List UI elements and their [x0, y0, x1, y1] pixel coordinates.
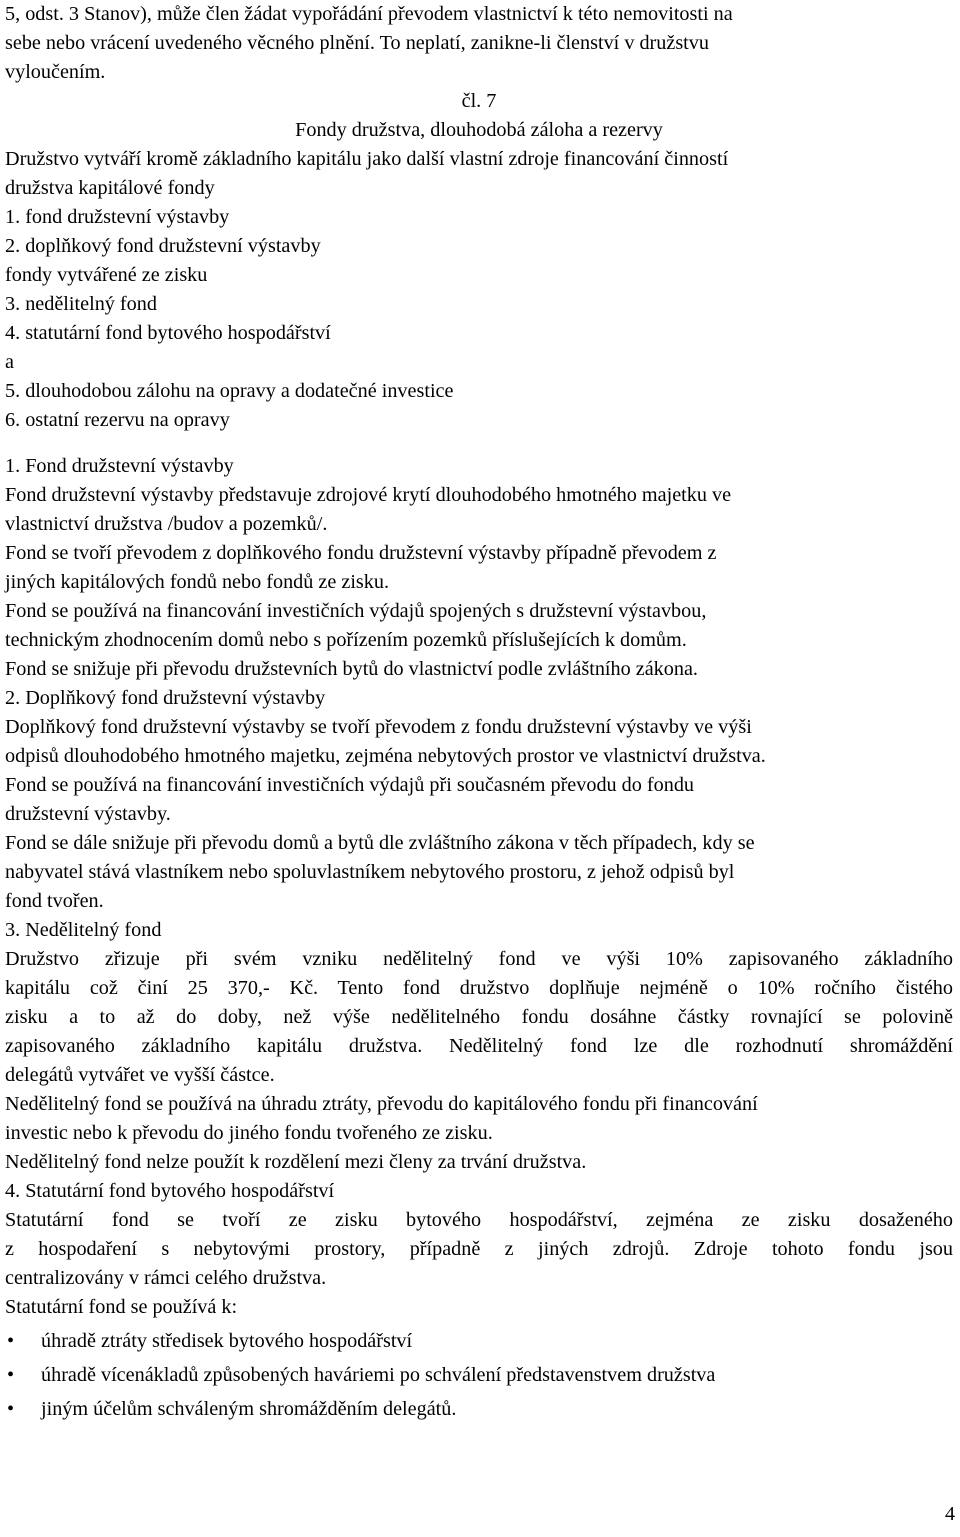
document-page [5, 0, 953, 1424]
section-heading: 3. Nedělitelný fond [5, 919, 162, 941]
text-line: zisku a to až do doby, než výše nedělitelného fondu dosáhne částky rovnající se polovině [5, 1006, 953, 1028]
text-line: odpisů dlouhodobého hmotného majetku, zejména nebytových prostor ve vlastnictví družstva. [5, 745, 766, 767]
bullet-item [5, 1361, 953, 1390]
text-line: nabyvatel stává vlastníkem nebo spoluvlastníkem nebytového prostoru, z jehož odpisů byl [5, 861, 735, 883]
spacer [5, 435, 953, 452]
text-line: Fond se používá na financování investičních výdajů spojených s družstevní výstavbou, [5, 600, 707, 622]
text-line: technickým zhodnocením domů nebo s pořízením pozemků příslušejících k domům. [5, 629, 687, 651]
list-item: 2. doplňkový fond družstevní výstavby [5, 235, 321, 257]
text-line: fond tvořen. [5, 890, 104, 912]
section-3 [5, 916, 953, 1177]
text-line: investic nebo k převodu do jiného fondu tvořeného ze zisku. [5, 1122, 493, 1144]
section-heading: 1. Fond družstevní výstavby [5, 455, 234, 477]
bullet-text: jiným účelům schváleným shromážděním delegátů. [41, 1398, 457, 1420]
text-line: z hospodaření s nebytovými prostory, případně z jiných zdrojů. Zdroje tohoto fondu jsou [5, 1238, 953, 1260]
text-line: Statutární fond se tvoří ze zisku bytového hospodářství, zejména ze zisku dosaženého [5, 1209, 953, 1231]
text-line: 5, odst. 3 Stanov), může člen žádat vypořádání převodem vlastnictví k této nemovitosti na [5, 3, 733, 25]
text-line: jiných kapitálových fondů nebo fondů ze zisku. [5, 571, 390, 593]
list-item: 6. ostatní rezervu na opravy [5, 409, 230, 431]
text-line: Fond se používá na financování investičních výdajů při současném převodu do fondu [5, 774, 695, 796]
text-line: delegátů vytvářet ve vyšší částce. [5, 1064, 275, 1086]
article-title: Fondy družstva, dlouhodobá záloha a rezervy [295, 119, 663, 141]
bullet-item [5, 1395, 953, 1424]
page-number: 4 [945, 1503, 955, 1525]
article-number: čl. 7 [461, 90, 497, 112]
text-line: Nedělitelný fond se používá na úhradu ztráty, převodu do kapitálového fondu při financování [5, 1093, 758, 1115]
text-line: centralizovány v rámci celého družstva. [5, 1267, 327, 1289]
bullet-item [5, 1327, 953, 1356]
bullet-icon: • [7, 1330, 15, 1352]
text-line: družstva kapitálové fondy [5, 177, 215, 199]
section-heading: 2. Doplňkový fond družstevní výstavby [5, 687, 326, 709]
text-line: zapisovaného základního kapitálu družstva. Nedělitelný fond lze dle rozhodnutí shromáždění [5, 1035, 953, 1057]
list-conjunction: a [5, 351, 14, 373]
text-line: sebe nebo vrácení uvedeného věcného plnění. To neplatí, zanikne-li členství v družstvu [5, 32, 709, 54]
list-item: 5. dlouhodobou zálohu na opravy a dodatečné investice [5, 380, 454, 402]
list-item: 4. statutární fond bytového hospodářství [5, 322, 331, 344]
text-line: Družstvo vytváří kromě základního kapitálu jako další vlastní zdroje financování činností [5, 148, 729, 170]
list-item: 1. fond družstevní výstavby [5, 206, 230, 228]
text-line: Statutární fond se používá k: [5, 1296, 238, 1318]
section-1 [5, 452, 953, 684]
text-line: vyloučením. [5, 61, 106, 83]
bullet-text: úhradě vícenákladů způsobených haváriemi po schválení představenstvem družstva [41, 1364, 716, 1386]
text-line: družstevní výstavby. [5, 803, 171, 825]
bullet-text: úhradě ztráty středisek bytového hospodářství [41, 1330, 413, 1352]
list-subheading: fondy vytvářené ze zisku [5, 264, 208, 286]
text-line: vlastnictví družstva /budov a pozemků/. [5, 513, 328, 535]
text-line: kapitálu což činí 25 370,- Kč. Tento fond družstvo doplňuje nejméně o 10% ročního čistého [5, 977, 953, 999]
section-2 [5, 684, 953, 916]
text-line: Fond se dále snižuje při převodu domů a bytů dle zvláštního zákona v těch případech, kdy se [5, 832, 755, 854]
text-line: Nedělitelný fond nelze použít k rozdělení mezi členy za trvání družstva. [5, 1151, 587, 1173]
top-paragraph [5, 0, 953, 87]
text-line: Družstvo zřizuje při svém vzniku nedělitelný fond ve výši 10% zapisovaného základního [5, 948, 953, 970]
list-item: 3. nedělitelný fond [5, 293, 157, 315]
section-heading: 4. Statutární fond bytového hospodářství [5, 1180, 335, 1202]
text-line: Fond družstevní výstavby představuje zdrojové krytí dlouhodobého hmotného majetku ve [5, 484, 732, 506]
fund-list [5, 203, 953, 435]
text-line: Fond se tvoří převodem z doplňkového fondu družstevní výstavby případně převodem z [5, 542, 717, 564]
section-4 [5, 1177, 953, 1424]
text-line: Doplňkový fond družstevní výstavby se tvoří převodem z fondu družstevní výstavby ve výši [5, 716, 752, 738]
text-line: Fond se snižuje při převodu družstevních bytů do vlastnictví podle zvláštního zákona. [5, 658, 698, 680]
bullet-icon: • [7, 1398, 15, 1420]
bullet-icon: • [7, 1364, 15, 1386]
